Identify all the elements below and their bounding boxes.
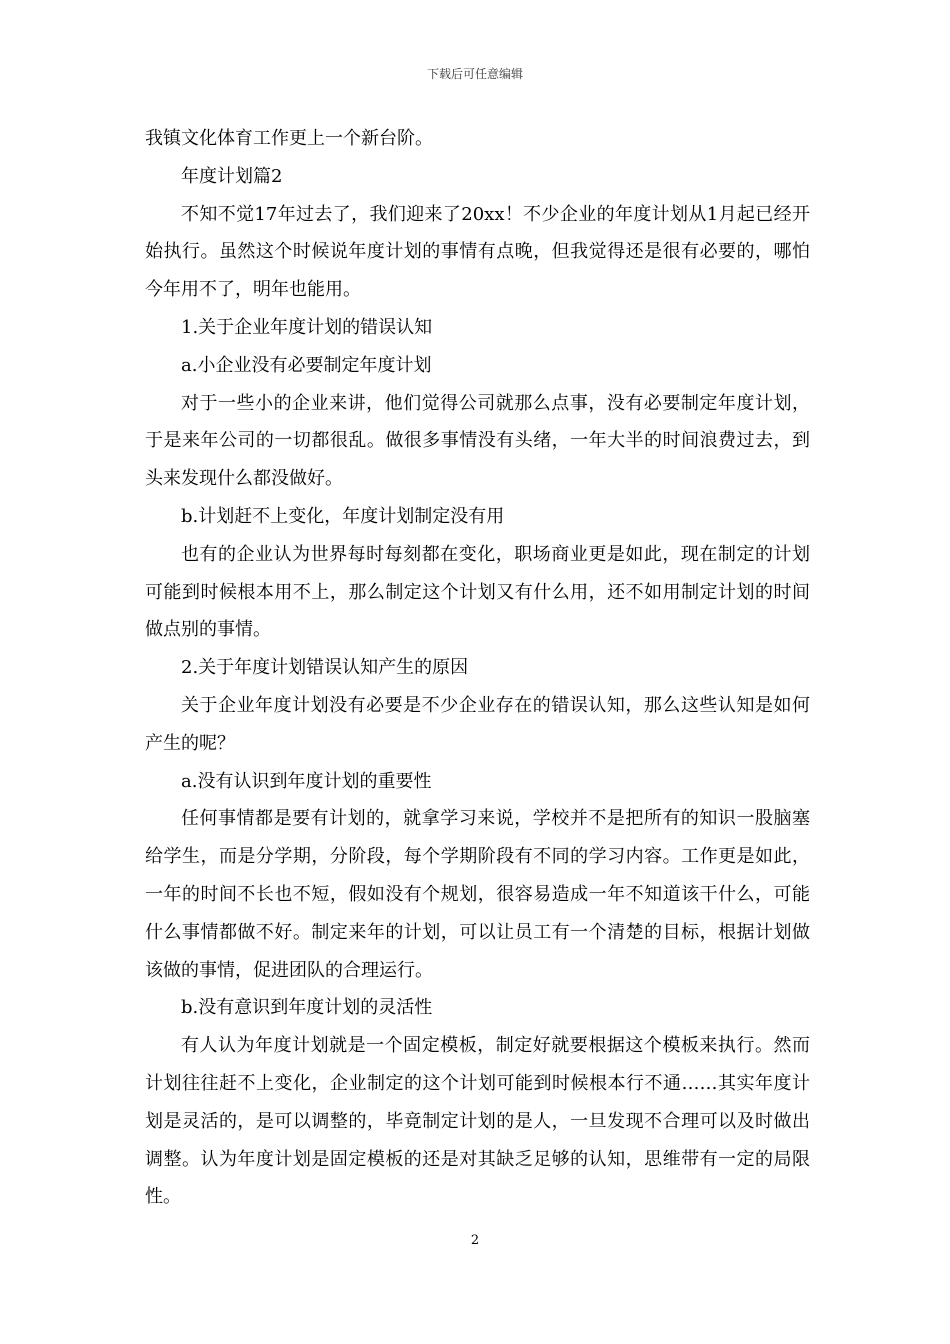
paragraph: 我镇文化体育工作更上一个新台阶。 <box>145 128 433 149</box>
subsection-heading: b.计划赶不上变化，年度计划制定没有用 <box>181 505 505 527</box>
page-number: 2 <box>470 1233 480 1248</box>
paragraph: 关于企业年度计划没有必要是不少企业存在的错误认知，那么这些认知是如何产生的呢？ <box>145 694 810 754</box>
section-heading: 2.关于年度计划错误认知产生的原因 <box>181 657 469 679</box>
section-heading: 1.关于企业年度计划的错误认知 <box>181 316 433 338</box>
paragraph: 不知不觉17年过去了，我们迎来了20xx！不少企业的年度计划从1月起已经开始执行。虽然这个时候说年度计划的事情有点晚，但我觉得还是很有必要的，哪怕今年用不了，明年也能用。 <box>145 203 810 301</box>
subsection-heading: a.没有认识到年度计划的重要性 <box>181 770 432 792</box>
section-heading: 年度计划篇2 <box>181 165 283 187</box>
subsection-heading: b.没有意识到年度计划的灵活性 <box>181 997 433 1019</box>
page-header: 下载后可任意编辑 <box>426 67 523 81</box>
subsection-heading: a.小企业没有必要制定年度计划 <box>181 354 432 376</box>
paragraph: 也有的企业认为世界每时每刻都在变化，职场商业更是如此，现在制定的计划可能到时候根本用不上，那么制定这个计划又有什么用，还不如用制定计划的时间做点别的事情。 <box>145 543 810 641</box>
paragraph: 有人认为年度计划就是一个固定模板，制定好就要根据这个模板来执行。然而计划往往赶不上变化，企业制定的这个计划可能到时候根本行不通……其实年度计划是灵活的，是可以调整的，毕竟制定计划的是人，一旦发现不合理可以及时做出调整。认为年度计划是固定模板的还是对其缺乏足够的认知，思维带有一定的局限性。 <box>145 1035 810 1208</box>
paragraph: 任何事情都是要有计划的，就拿学习来说，学校并不是把所有的知识一股脑塞给学生，而是分学期，分阶段，每个学期阶段有不同的学习内容。工作更是如此，一年的时间不长也不短，假如没有个规划，很容易造成一年不知道该干什么，可能什么事情都做不好。制定来年的计划，可以让员工有一个清楚的目标，根据计划做该做的事情，促进团队的合理运行。 <box>145 808 810 981</box>
paragraph: 对于一些小的企业来讲，他们觉得公司就那么点事，没有必要制定年度计划，于是来年公司的一切都很乱。做很多事情没有头绪，一年大半的时间浪费过去，到头来发现什么都没做好。 <box>145 392 810 490</box>
document-body <box>145 120 810 1216</box>
